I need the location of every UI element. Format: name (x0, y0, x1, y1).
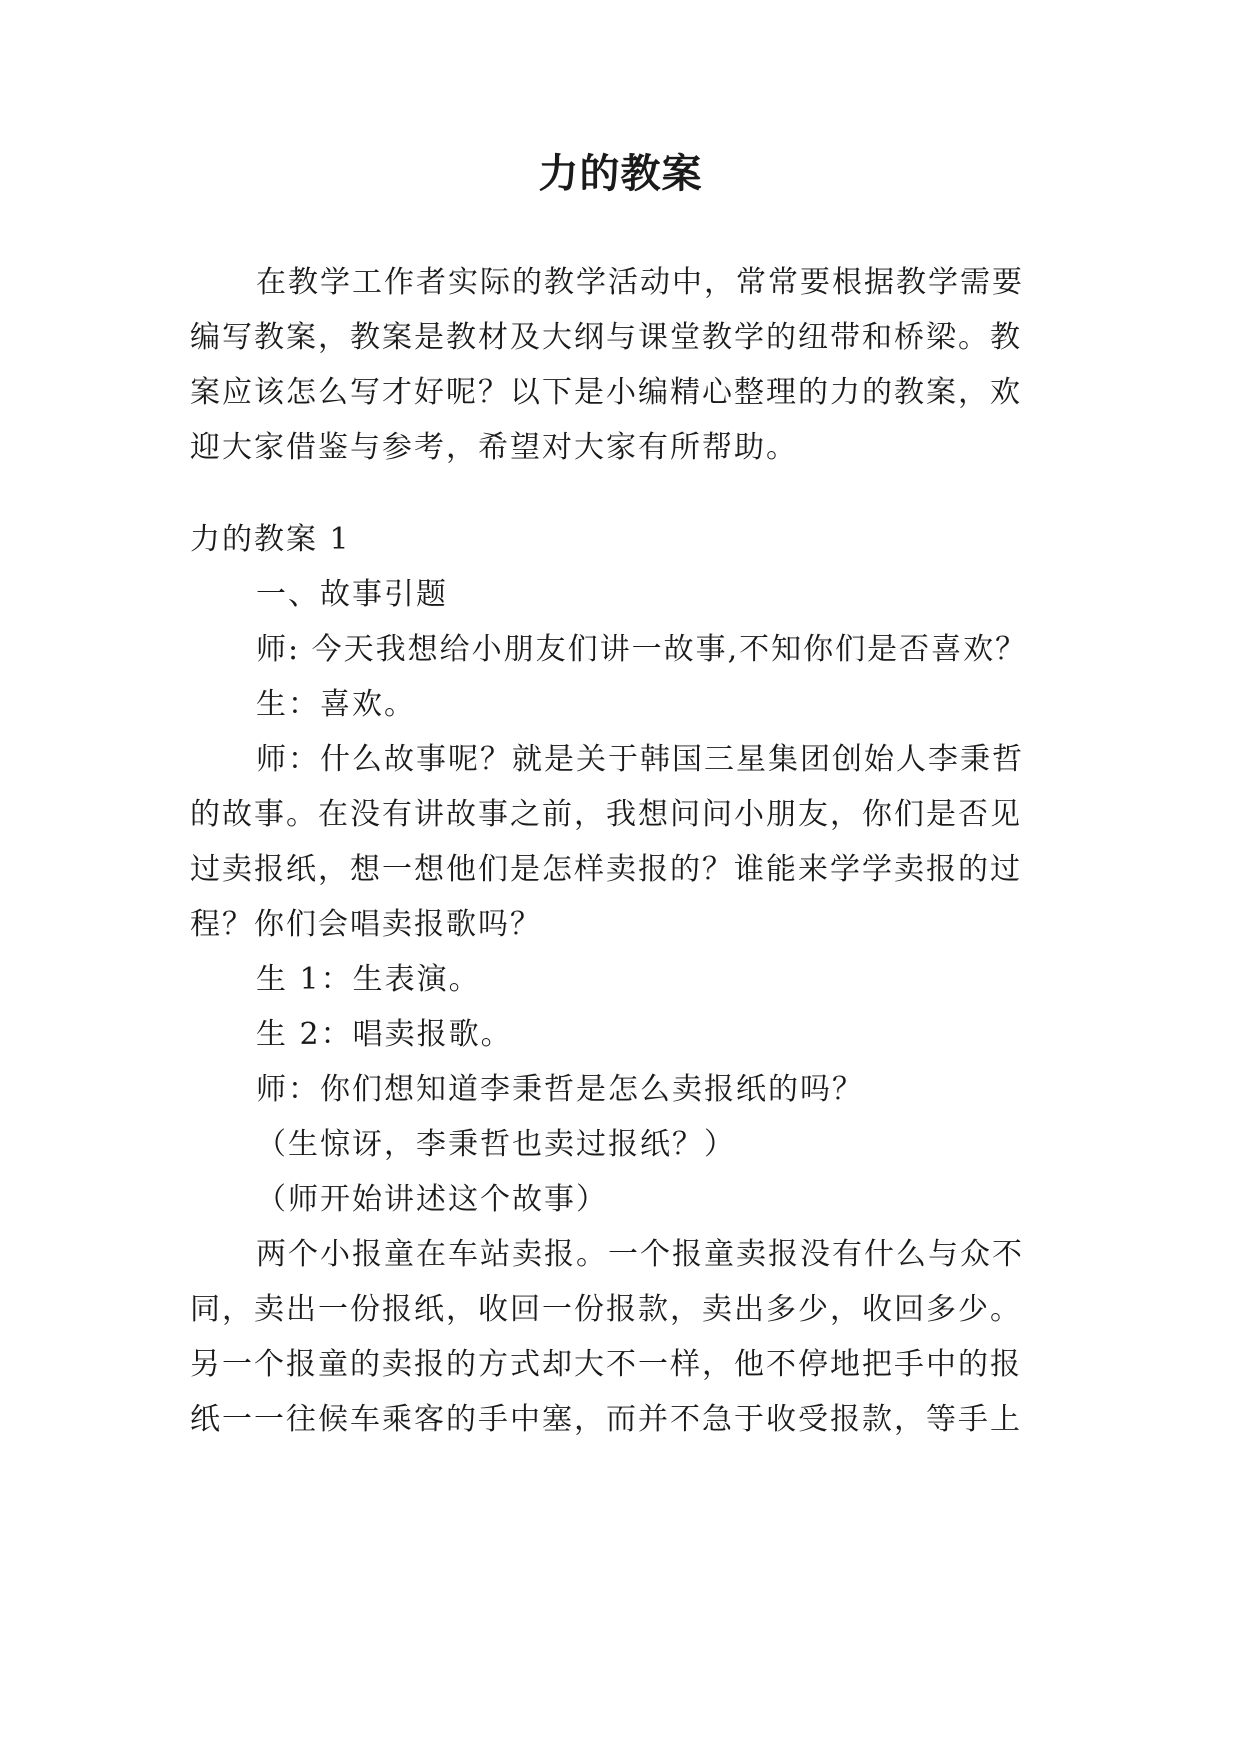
intro-line: 案应该怎么写才好呢？以下是小编精心整理的力的教案，欢 (190, 375, 1022, 410)
body-line: （生惊讶，李秉哲也卖过报纸？） (256, 1127, 736, 1162)
body-line: 生 1：生表演。 (256, 962, 481, 997)
body-line: 师：你们想知道李秉哲是怎么卖报纸的吗？ (256, 1072, 864, 1107)
body-line: 师：什么故事呢？就是关于韩国三星集团创始人李秉哲 (256, 742, 1024, 777)
section-heading: 力的教案 1 (190, 522, 351, 557)
body-line: 生：喜欢。 (256, 687, 416, 722)
body-line: 生 2：唱卖报歌。 (256, 1017, 513, 1052)
intro-line: 在教学工作者实际的教学活动中，常常要根据教学需要 (256, 265, 1024, 300)
body-line: 过卖报纸，想一想他们是怎样卖报的？谁能来学学卖报的过 (190, 852, 1022, 887)
intro-line: 迎大家借鉴与参考，希望对大家有所帮助。 (190, 430, 798, 465)
body-line: 一、故事引题 (256, 577, 448, 612)
intro-line: 编写教案，教案是教材及大纲与课堂教学的纽带和桥梁。教 (190, 320, 1022, 355)
body-line: （师开始讲述这个故事） (256, 1182, 608, 1217)
body-line: 两个小报童在车站卖报。一个报童卖报没有什么与众不 (256, 1237, 1024, 1272)
body-line: 纸一一往候车乘客的手中塞，而并不急于收受报款，等手上 (190, 1402, 1022, 1437)
body-line: 的故事。在没有讲故事之前，我想问问小朋友，你们是否见 (190, 797, 1022, 832)
document-title: 力的教案 (538, 150, 703, 197)
body-line: 程？你们会唱卖报歌吗？ (190, 907, 542, 942)
body-line: 师: 今天我想给小朋友们讲一故事,不知你们是否喜欢？ (256, 632, 1028, 667)
body-line: 同，卖出一份报纸，收回一份报款，卖出多少，收回多少。 (190, 1292, 1022, 1327)
body-line: 另一个报童的卖报的方式却大不一样，他不停地把手中的报 (190, 1347, 1022, 1382)
